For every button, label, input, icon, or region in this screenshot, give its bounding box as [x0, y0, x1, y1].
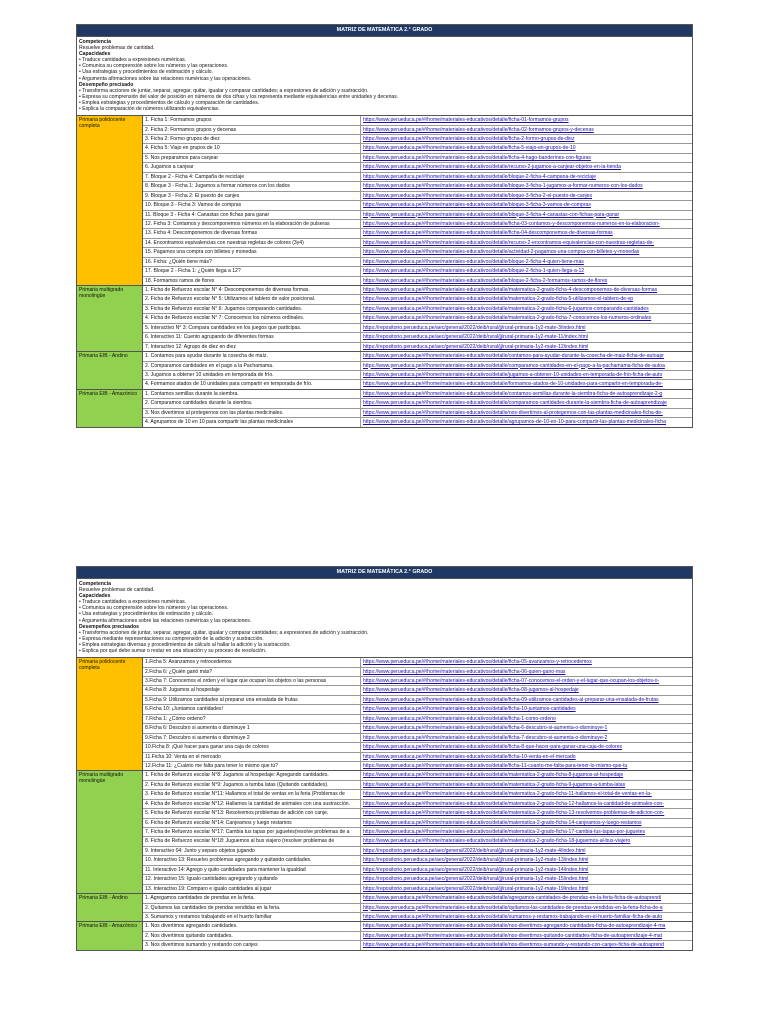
table-row [143, 371, 692, 380]
resource-rows [143, 390, 692, 427]
competency-line: • Emplea estrategias y procedimientos de cálculo y comparación de cantidades. [79, 99, 260, 106]
table-row [143, 277, 692, 285]
competency-line: • Usa estrategias y procedimientos de estimación y cálculo. [79, 611, 213, 618]
activity-name: 1. Ficha 1: Formamos grupos [143, 116, 361, 124]
resource-link[interactable]: https://www.perueduca.pe/#/home/materiales-educativos/detalle/agrupamos-de-10-en-10-para-compartir-las-plantas-medicinales-ficha [363, 419, 666, 426]
table-row [143, 352, 692, 361]
activity-name: 5.Ficha 9: Utilizamos cantidades al preparar una ensalada de frutas [143, 696, 361, 704]
modality-section [77, 894, 692, 922]
activity-name: 7. Ficha de Refuerzo escolar N°17: Cambia tus tapas por juguetes(resolve problemas de a [143, 828, 361, 836]
modality-label: Primaria polidocente completa [77, 658, 143, 770]
resource-link[interactable]: https://www.perueduca.pe/#/home/materiales-educativos/detalle/ficha-06-quien-gano-mas [363, 668, 566, 675]
resource-link[interactable]: https://www.perueduca.pe/#/home/materiales-educativos/detalle/contamos-semillas-durante-la-siembra-ficha-de-autoaprendizaje-2-g [363, 390, 663, 397]
resource-link[interactable]: https://www.perueduca.pe/#/home/materiales-educativos/detalle/ficha-02-formamos-grupos-y-decenas [363, 126, 594, 133]
resource-link[interactable]: https://repositorio.perueduca.pe/aec/general/2022/deib/rural/jj/rural-primaria-1y2-mate-11/index.html [363, 334, 588, 341]
table-row [143, 790, 692, 799]
modality-label: Primaria polidocente completa [77, 116, 143, 285]
activity-name: 11. Interactivo 14: Agrego y quito cantidades para mantener la igualdad [143, 866, 361, 874]
section-heading: Competencia [79, 39, 111, 45]
modality-section [77, 286, 692, 352]
activity-name: 2. Quitamos las cantidades de prendas vendidas en la feria. [143, 904, 361, 912]
resource-link[interactable]: https://www.perueduca.pe/#/home/materiales-educativos/detalle/formamos-atados-de-10-unidades-para-compartir-en-temporada-de- [363, 381, 663, 388]
table-row [143, 828, 692, 837]
table-row [143, 658, 692, 667]
competency-line: • Traduce cantidades a expresiones numéricas. [79, 57, 187, 64]
activity-name: 15. Pagamos una compra con billetes y monedas [143, 248, 361, 256]
activity-name: 2. Comparamos cantidades durante la siembra. [143, 399, 361, 407]
resource-link[interactable]: https://www.perueduca.pe/#/home/materiales-educativos/detalle/comparamos-cantidades-en-el-pago-a-la-pachamama-ficha-de-autoa [363, 362, 665, 369]
table-row [143, 295, 692, 304]
resource-link[interactable]: https://www.perueduca.pe/#/home/materiales-educativos/detalle/matematica-2-grado-ficha-18-juguemos-al-bus-viajero [363, 838, 631, 845]
activity-name: 6. Interactivo 11: Cuento agrupando de diferentes formas [143, 333, 361, 341]
resource-link[interactable]: https://www.perueduca.pe/#/home/materiales-educativos/detalle/bloque-3-ficha-3-vamos-de-compras [363, 202, 591, 209]
competency-line: • Explica la comparación de números utilizando equivalencias. [79, 106, 220, 113]
table-row [143, 229, 692, 238]
table-row [143, 668, 692, 677]
resource-rows [143, 116, 692, 285]
activity-name: 5. Interactivo N° 3: Compara cantidades en los juegos que participas. [143, 324, 361, 332]
resource-link[interactable]: https://www.perueduca.pe/#/home/materiales-educativos/detalle/matematica-2-grado-ficha-4-descomponemos-de-diversas-formas [363, 287, 658, 293]
matrix-table-2 [76, 566, 693, 951]
resource-link[interactable]: https://repositorio.perueduca.pe/aec/general/2022/deib/rural/jj/rural-primaria-1y2-mate-12/index.html [363, 343, 589, 350]
resource-link[interactable]: https://www.perueduca.pe/#/home/materiales-educativos/detalle/matematica-2-grado-ficha-6-jugamos-comparando-cantidades [363, 305, 649, 312]
resource-link[interactable]: https://repositorio.perueduca.pe/aec/general/2022/deib/rural/jj/rural-primaria-1y2-mate-3/index.html [363, 324, 586, 331]
modality-section [77, 922, 692, 949]
matrix-title: MATRIZ DE MATEMÁTICA 2.° GRADO [77, 25, 692, 37]
resource-link[interactable]: https://www.perueduca.pe/#/home/materiales-educativos/detalle/nos-divertimos-al-protegernos-con-las-plantas-medicinales-ficha-de- [363, 409, 663, 416]
activity-name: 1. Agregamos cantidades de prendas en la feria. [143, 894, 361, 902]
table-row [143, 258, 692, 267]
modality-section [77, 658, 692, 771]
table-row [143, 809, 692, 818]
modality-label: Primaria EIB - Andino [77, 352, 143, 389]
resource-link[interactable]: https://www.perueduca.pe/#/home/materiales-educativos/detalle/matematica-2-grado-ficha-12-hallamos-la-cantidad-de-animales-con- [363, 800, 664, 807]
table-row [143, 781, 692, 790]
activity-name: 4. Ficha 5: Viajo en grupos de 10 [143, 144, 361, 152]
resource-link[interactable]: https://www.perueduca.pe/#/home/materiales-educativos/detalle/actividad-2-pagamos-una-compra-con-billetes-y-monedas [363, 249, 640, 256]
activity-name: 1. Nos divertimos agregando cantidades. [143, 922, 361, 930]
competency-line: • Argumenta afirmaciones sobre las relaciones numéricas y las operaciones. [79, 617, 252, 624]
resource-link[interactable]: https://www.perueduca.pe/#/home/materiales-educativos/detalle/ficha-04-descomponemos-de-diversas-formas [363, 230, 613, 237]
competency-line: • Expresa mediante representaciones su comprensión de la adición y sustracción. [79, 635, 264, 642]
section-heading: Capacidades [79, 51, 111, 58]
activity-name: 5. Nos preparamos para canjear [143, 154, 361, 162]
table-row [143, 753, 692, 762]
table-row [143, 885, 692, 893]
resource-link[interactable]: https://www.perueduca.pe/#/home/materiales-educativos/detalle/comparamos-cantidades-durante-la-siembra-ficha-de-autoaprendizaje [363, 400, 667, 407]
activity-name: 13. Interactivo 19: Comparo e igualo cantidades al jugar [143, 885, 361, 893]
resource-link[interactable]: https://repositorio.perueduca.pe/aec/general/2022/deib/rural/jj/rural-primaria-1y2-mate-13/index.html [363, 857, 589, 864]
table-row [143, 267, 692, 276]
resource-link[interactable]: https://www.perueduca.pe/#/home/materiales-educativos/detalle/ficha-09-utilizamos-cantidades-al-preparar-una-ensalada-de-frutas [363, 696, 659, 703]
activity-name: 8. Bloque 3 - Ficha 1: Jugamos a formar números con los dados [143, 182, 361, 190]
competency-line: Resuelve problemas de cantidad. [79, 45, 155, 52]
competency-block [77, 37, 692, 116]
competency-line: • Explica por qué debe sumar o restar en una situación y su proceso de resolución. [79, 648, 267, 655]
modality-label: Primaria multigrado monolingüe [77, 286, 143, 351]
table-row [143, 305, 692, 314]
resource-link[interactable]: https://repositorio.perueduca.pe/aec/general/2022/deib/rural/jj/rural-primaria-1y2-mate-19/index.html [363, 885, 589, 892]
resource-link[interactable]: https://www.perueduca.pe/#/home/materiales-educativos/detalle/matematica-2-grado-ficha-7-conocemos-los-numeros-ordinales [363, 315, 652, 322]
resource-link[interactable]: https://www.perueduca.pe/#/home/materiales-educativos/detalle/matematica-2-grado-ficha-17-cambia-tus-tapas-por-juguetes [363, 829, 645, 835]
resource-link[interactable]: https://www.perueduca.pe/#/home/materiales-educativos/detalle/matematica-2-grado-ficha-8-jugamos-al-hospedaje [363, 772, 624, 779]
resource-rows [143, 771, 692, 893]
resource-link[interactable]: https://www.perueduca.pe/#/home/materiales-educativos/detalle/ficha-6-descubro-si-aumenta-o-disminuye-1 [363, 725, 608, 732]
resource-link[interactable]: https://www.perueduca.pe/#/home/materiales-educativos/detalle/ficha-11-cuanto-me-falta-para-tener-lo-mismo-que-tu [363, 762, 628, 769]
resource-link[interactable]: https://www.perueduca.pe/#/home/materiales-educativos/detalle/bloque-3-ficha-1-jugamos-a-formar-numeros-con-los-dados [363, 183, 643, 190]
table-row [143, 126, 692, 135]
resource-link[interactable]: https://www.perueduca.pe/#/home/materiales-educativos/detalle/bloque-2-ficha-4-campana-de-reciclaje [363, 173, 597, 180]
resource-rows [143, 286, 692, 351]
activity-name: 1. Contamos semillas durante la siembra. [143, 390, 361, 398]
table-row [143, 686, 692, 695]
activity-name: 2.Ficha 6: ¿Quién ganó más? [143, 668, 361, 676]
activity-name: 4. Ficha de Refuerzo escolar N° 7: Conocemos los números ordinales. [143, 314, 361, 322]
activity-name: 1.Ficha 5: Avanzamos y retrocedemos [143, 658, 361, 666]
table-row [143, 286, 692, 295]
modality-label: Primaria multigrado monolingüe [77, 771, 143, 893]
resource-link[interactable]: https://www.perueduca.pe/#/home/materiales-educativos/detalle/ficha-10-juntamos-cantidades [363, 706, 576, 713]
table-row [143, 248, 692, 257]
resource-link[interactable]: https://www.perueduca.pe/#/home/materiales-educativos/detalle/ficha-8-que-hacer-para-ganar-una-caja-de-colores [363, 744, 623, 751]
activity-name: 5. Ficha de Refuerzo escolar N°13: Resolvemos problemas de adición con canje. [143, 809, 361, 817]
table-row [143, 734, 692, 743]
table-row [143, 182, 692, 191]
matrix-table-1 [76, 24, 693, 428]
resource-link[interactable]: https://www.perueduca.pe/#/home/materiales-educativos/detalle/ficha-03-contamos-y-descomponemos-numeros-en-la-elaboracion- [363, 220, 660, 227]
table-row [143, 913, 692, 921]
table-row [143, 771, 692, 780]
activity-name: 8.Ficha 6: Descubro si aumenta o disminuye 1 [143, 724, 361, 732]
competency-line: Resuelve problemas de cantidad. [79, 587, 155, 594]
resource-link[interactable]: https://www.perueduca.pe/#/home/materiales-educativos/detalle/recurso-2-jugamos-a-canjear-objetos-en-la-tienda [363, 164, 621, 171]
competency-line: • Argumenta afirmaciones sobre las relaciones numéricas y las operaciones. [79, 75, 252, 82]
competency-line: • Transforma acciones de juntar, separar, agregar, quitar, igualar y comparar cantidades; a expresiones de adición y sustracción. [79, 87, 369, 94]
activity-name: 9. Interactivo 04: Junto y separo objetos jugando [143, 847, 361, 855]
resource-link[interactable]: https://www.perueduca.pe/#/home/materiales-educativos/detalle/matematica-2-grado-ficha-13-resolvemos-problemas-de-adicion-con- [363, 810, 665, 817]
activity-name: 9. Bloque 3 - Ficha 2: El puesto de canjes [143, 192, 361, 200]
table-row [143, 837, 692, 846]
table-row [143, 399, 692, 408]
activity-name: 3. Ficha de Refuerzo escolar N° 6: Jugamos comparando cantidades. [143, 305, 361, 313]
modality-label: Primaria EIB - Andino [77, 894, 143, 921]
table-row [143, 154, 692, 163]
activity-name: 9.Ficha 7: Descubro si aumenta o disminuye 2 [143, 734, 361, 742]
table-row [143, 866, 692, 875]
table-row [143, 144, 692, 153]
table-row [143, 875, 692, 884]
resource-link[interactable]: https://www.perueduca.pe/#/home/materiales-educativos/detalle/ficha-07-conocemos-el-orden-y-el-lugar-que-ocupan-los-objetos-o- [363, 678, 660, 684]
resource-link[interactable]: https://www.perueduca.pe/#/home/materiales-educativos/detalle/matematica-2-grado-ficha-11-hallamos-el-total-de-ventas-en-la- [363, 791, 652, 798]
activity-name: 12. Ficha 3: Contamos y descomponemos números en la elaboración de pulseras [143, 220, 361, 228]
resource-rows [143, 352, 692, 389]
resource-link[interactable]: https://www.perueduca.pe/#/home/materiales-educativos/detalle/matematica-2-grado-ficha-14-canjeamos-y-luego-restamos [363, 819, 642, 826]
activity-name: 3. Nos divertimos al protegernos con las plantas medicinales. [143, 409, 361, 417]
table-row [143, 418, 692, 426]
activity-name: 11. Bloque 3 - Ficha 4: Canastas con fichas para ganar [143, 211, 361, 219]
activity-name: 3. Jugamos a obtener 10 unidades en temporada de frío. [143, 371, 361, 379]
table-row [143, 343, 692, 351]
resource-link[interactable]: https://www.perueduca.pe/#/home/materiales-educativos/detalle/contamos-para-ayudar-durante-la-cosecha-de-maiz-ficha-de-autoapr [363, 353, 664, 360]
competency-line: • Transforma acciones de juntar, separar, agregar, quitar, igualar y comparar cantidades; a expresiones de adición y sustracción. [79, 629, 369, 636]
resource-link[interactable]: https://www.perueduca.pe/#/home/materiales-educativos/detalle/ficha-4-hago-banderines-con-figuras [363, 154, 591, 161]
table-row [143, 333, 692, 342]
table-row [143, 922, 692, 931]
resource-link[interactable]: https://www.perueduca.pe/#/home/materiales-educativos/detalle/nos-divertimos-agregando-cantidades-ficha-de-autoaprendizaje-4-ma [363, 923, 666, 930]
table-row [143, 390, 692, 399]
modality-section [77, 352, 692, 390]
activity-name: 6. Jugamos a canjear [143, 163, 361, 171]
activity-name: 4. Ficha de Refuerzo escolar N°12: Hallamos la cantidad de animales con una sustracción. [143, 800, 361, 808]
modality-section [77, 390, 692, 427]
table-row [143, 856, 692, 865]
activity-name: 6. Ficha de Refuerzo escolar N°14: Canjeamos y luego restamos [143, 819, 361, 827]
table-row [143, 201, 692, 210]
activity-name: 17. Bloque 2 - Ficha 1: ¿Quién llega a 12? [143, 267, 361, 275]
table-row [143, 696, 692, 705]
competency-line: • Comunica su comprensión sobre los números y las operaciones. [79, 63, 229, 70]
resource-rows [143, 894, 692, 921]
table-row [143, 163, 692, 172]
table-row [143, 715, 692, 724]
activity-name: 2. Ficha de Refuerzo escolar N° 5: Utilizamos el tablero de valor posicional. [143, 295, 361, 303]
activity-name: 10. Bloque 3 - Ficha 3: Vamos de compras [143, 201, 361, 209]
resource-link[interactable]: https://www.perueduca.pe/#/home/materiales-educativos/detalle/matematica-2-grado-ficha-5-utilizamos-el-tablero-de-vp [363, 296, 634, 303]
resource-link[interactable]: https://repositorio.perueduca.pe/aec/general/2022/deib/rural/jj/rural-primaria-1y2-mate-4/index.html [363, 847, 586, 854]
modality-label: Primaria EIB - Amazónico [77, 390, 143, 427]
resource-link[interactable]: https://www.perueduca.pe/#/home/materiales-educativos/detalle/ficha-10-venta-en-el-mercado [363, 753, 576, 760]
activity-name: 11.Ficha 10: Venta en el mercado [143, 753, 361, 761]
resource-link[interactable]: https://www.perueduca.pe/#/home/materiales-educativos/detalle/matematica-2-grado-ficha-9-jugamos-a-tumba-latas [363, 781, 626, 788]
table-row [143, 314, 692, 323]
section-heading: Desempeños precisados [79, 623, 140, 630]
activity-name: 18. Formamos ramos de flores [143, 277, 361, 285]
table-row [143, 135, 692, 144]
modality-label: Primaria EIB - Amazónico [77, 922, 143, 949]
resource-rows [143, 658, 692, 770]
activity-name: 10.Ficha 8: ¡Qué hacer para ganar una caja de colores [143, 743, 361, 751]
table-row [143, 705, 692, 714]
activity-name: 2. Ficha de Refuerzo escolar N°9: Jugamos a tumba latas (Quitando cantidades). [143, 781, 361, 789]
modality-section [77, 116, 692, 286]
resource-link[interactable]: https://www.perueduca.pe/#/home/materiales-educativos/detalle/bloque-3-ficha-4-canastas-con-fichas-para-ganar [363, 211, 620, 218]
resource-link[interactable]: https://www.perueduca.pe/#/home/materiales-educativos/detalle/ficha-1-como-ordeno [363, 715, 556, 722]
activity-name: 6.Ficha 10: ¡Juntamos cantidades! [143, 705, 361, 713]
activity-name: 7. Bloque 2 - Ficha 4: Campaña de reciclaje [143, 173, 361, 181]
activity-name: 8. Ficha de Refuerzo escolar N°18: Juguemos al bus viajero (resolver problemas de [143, 837, 361, 845]
activity-name: 10. Interactivo 13: Resuelvo problemas agregando y quitando cantidades. [143, 856, 361, 864]
resource-link[interactable]: https://www.perueduca.pe/#/home/materiales-educativos/detalle/ficha-08-jugamos-al-hospedaje [363, 687, 579, 694]
resource-link[interactable]: https://www.perueduca.pe/#/home/materiales-educativos/detalle/ficha-01-formamos-grupos [363, 117, 569, 124]
table-row [143, 847, 692, 856]
resource-link[interactable]: https://www.perueduca.pe/#/home/materiales-educativos/detalle/bloque-2-ficha-4-quien-tiene-mas [363, 258, 584, 265]
activity-name: 14. Encontramos equivalencias con nuestras regletas de colores (3y4) [143, 239, 361, 247]
matrix-title: MATRIZ DE MATEMÁTICA 2.° GRADO [77, 567, 692, 579]
activity-name: 13. Ficha 4: Descomponemos de diversas formas [143, 229, 361, 237]
modality-section [77, 771, 692, 894]
resource-link[interactable]: https://www.perueduca.pe/#/home/materiales-educativos/detalle/sumamos-y-restamos-trabajando-en-el-huerto-familiar-ficha-de-auto [363, 913, 663, 920]
activity-name: 3. Sumamos y restamos trabajando en el huerto familiar [143, 913, 361, 921]
activity-name: 2. Nos divertimos quitando cantidades. [143, 932, 361, 940]
resource-link[interactable]: https://www.perueduca.pe/#/home/materiales-educativos/detalle/agregamos-cantidades-de-prendas-en-la-feria-ficha-de-autoaprendi [363, 895, 662, 902]
resource-link[interactable]: https://www.perueduca.pe/#/home/materiales-educativos/detalle/ficha-2-formo-grupos-de-diez [363, 136, 575, 142]
resource-link[interactable]: https://www.perueduca.pe/#/home/materiales-educativos/detalle/nos-divertimos-quitando-cantidades-ficha-de-autoaprendizaje-4-mat [363, 932, 662, 939]
activity-name: 2. Ficha 2: Formamos grupos y decenas [143, 126, 361, 134]
activity-name: 3. Ficha 2: Formo grupos de diez [143, 135, 361, 143]
table-row [143, 409, 692, 418]
competency-line: • Traduce cantidades a expresiones numéricas. [79, 599, 187, 606]
table-row [143, 211, 692, 220]
activity-name: 4.Ficha 8: Jugamos al hospedaje [143, 686, 361, 694]
competency-line: • Comunica su comprensión sobre los números y las operaciones. [79, 605, 229, 612]
resource-rows [143, 922, 692, 949]
activity-name: 4. Formamos atados de 10 unidades para compartir en temporada de frío. [143, 380, 361, 388]
table-row [143, 380, 692, 388]
table-row [143, 362, 692, 371]
section-heading: Competencia [79, 581, 111, 587]
activity-name: 7.Ficha 1: ¿Cómo ordeno? [143, 715, 361, 723]
resource-link[interactable]: https://www.perueduca.pe/#/home/materiales-educativos/detalle/bloque-3-ficha-2-el-puesto-de-canjes [363, 192, 593, 199]
resource-link[interactable]: https://www.perueduca.pe/#/home/materiales-educativos/detalle/ficha-05-avanzamos-y-retrocedemos [363, 659, 592, 666]
activity-name: 3.Ficha 7: Conocemos el orden y el lugar que ocupan los objetos o las personas [143, 677, 361, 685]
activity-name: 1. Ficha de Refuerzo escolar N°8: Jugamos al hospedaje: Agregando cantidades. [143, 771, 361, 779]
section-heading: Desempeño precisado [79, 81, 134, 88]
activity-name: 2. Comparamos cantidades en el pago a la Pachamama. [143, 362, 361, 370]
activity-name: 1. Contamos para ayudar durante la cosecha de maíz. [143, 352, 361, 360]
competency-line: • Usa estrategias y procedimientos de estimación y cálculo. [79, 69, 213, 76]
activity-name: 4. Agrupamos de 10 en 10 para compartir las plantas medicinales [143, 418, 361, 426]
resource-link[interactable]: https://www.perueduca.pe/#/home/materiales-educativos/detalle/jugamos-a-obtener-10-unidades-en-temporada-de-frio-ficha-de-auto [363, 371, 663, 378]
resource-link[interactable]: https://www.perueduca.pe/#/home/materiales-educativos/detalle/bloque-2-ficha-1-quien-llega-a-12 [363, 268, 585, 275]
table-row [143, 192, 692, 201]
competency-block [77, 579, 692, 658]
activity-name: 1. Ficha de Refuerzo escolar N° 4: Descomponemos de diversas formas. [143, 286, 361, 294]
table-row [143, 762, 692, 770]
table-row [143, 894, 692, 903]
resource-link[interactable]: https://www.perueduca.pe/#/home/materiales-educativos/detalle/nos-divertimos-sumando-y-restando-con-canjes-ficha-de-autoaprend [363, 942, 664, 949]
table-row [143, 116, 692, 125]
table-row [143, 904, 692, 913]
table-row [143, 220, 692, 229]
activity-name: 3. Nos divertimos sumando y restando con canjes [143, 941, 361, 949]
activity-name: 12.Ficha 11: ¿Cuánto me falta para tener lo mismo que tú? [143, 762, 361, 770]
resource-link[interactable]: https://www.perueduca.pe/#/home/materiales-educativos/detalle/ficha-7-descubro-si-aumenta-o-disminuye-2 [363, 734, 608, 741]
activity-name: 7. Interactivo 12: Agrupo de diez en diez [143, 343, 361, 351]
table-row [143, 800, 692, 809]
activity-name: 12. Interactivo 15: Igualo cantidades agregando y quitando [143, 875, 361, 883]
resource-link[interactable]: https://repositorio.perueduca.pe/aec/general/2022/deib/rural/jj/rural-primaria-1y2-mate-15/index.html [363, 876, 589, 883]
competency-line: • Expresa su comprensión del valor de posición en números de dos cifras y los representa mediante equivalencias entre unidades y decenas. [79, 93, 399, 100]
resource-link[interactable]: https://www.perueduca.pe/#/home/materiales-educativos/detalle/recurso-2-encontramos-equivalencias-con-nuestras-regletas-de- [363, 239, 655, 246]
resource-link[interactable]: https://www.perueduca.pe/#/home/materiales-educativos/detalle/quitamos-las-cantidades-de-prendas-vendidas-en-la-feria-ficha-de-a [363, 904, 663, 911]
activity-name: 3. Ficha de Refuerzo escolar N°11: Hallamos el total de ventas en la feria (Problemas de [143, 790, 361, 798]
resource-link[interactable]: https://repositorio.perueduca.pe/aec/general/2022/deib/rural/jj/rural-primaria-1y2-mate-14/index.html [363, 866, 589, 873]
table-row [143, 932, 692, 941]
table-row [143, 819, 692, 828]
table-row [143, 173, 692, 182]
competency-line: • Emplea estrategias diversas y procedimientos de cálculo al hallar la adición y la sustracción. [79, 641, 291, 648]
table-row [143, 239, 692, 248]
table-row [143, 324, 692, 333]
resource-link[interactable]: https://www.perueduca.pe/#/home/materiales-educativos/detalle/ficha-5-viajo-en-grupos-de-10 [363, 145, 576, 152]
table-row [143, 743, 692, 752]
table-row [143, 677, 692, 686]
section-heading: Capacidades [79, 593, 111, 600]
table-row [143, 724, 692, 733]
activity-name: 16. Ficha: ¿Quién tiene más? [143, 258, 361, 266]
table-row [143, 941, 692, 949]
resource-link[interactable]: https://www.perueduca.pe/#/home/materiales-educativos/detalle/bloque-2-ficha-2-formamos-ramos-de-flores [363, 277, 608, 284]
